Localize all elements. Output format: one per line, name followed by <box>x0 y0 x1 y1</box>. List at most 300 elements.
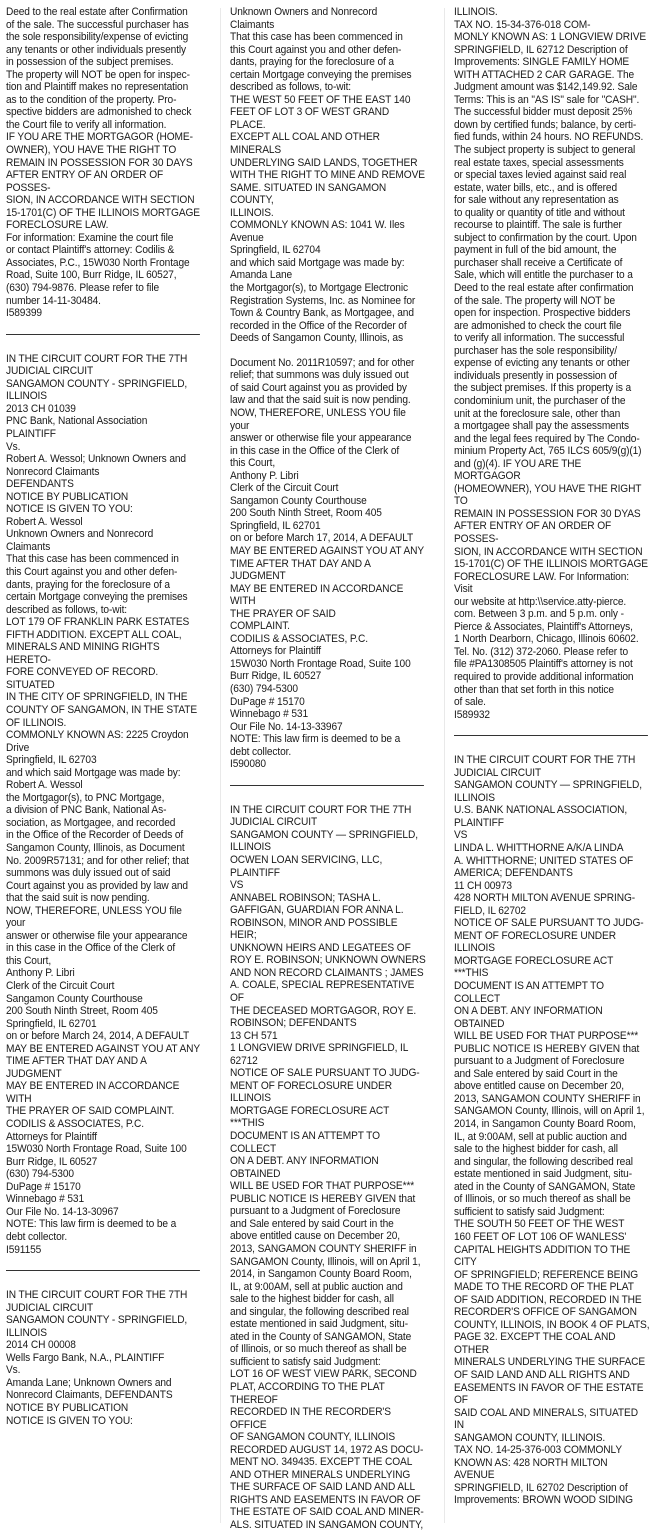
notice-line: A. COALE, SPECIAL REPRESENTATIVE OF <box>230 979 418 1005</box>
notice-line: Unknown Owners and Nonrecord <box>6 528 154 541</box>
notice-line: PNC Bank, National Association <box>6 415 148 428</box>
notice-line: I590080 <box>230 758 266 771</box>
notice-line: in possession of the subject premises. <box>6 56 174 69</box>
notice-line: and singular, the following described real <box>230 1305 409 1318</box>
notice-line: Nonrecord Claimants <box>6 465 100 478</box>
notice-line: TAX NO. 15-34-376-018 COM- <box>454 18 591 31</box>
notice-line: on or before March 24, 2014, A DEFAULT <box>6 1030 190 1043</box>
notice-line: Our File No. 14-13-33967 <box>230 720 343 733</box>
notice-line: IF YOU ARE THE MORTGAGOR (HOME- <box>6 131 193 144</box>
notice-line: A. WHITTHORNE; UNITED STATES OF <box>454 854 634 867</box>
notice-line: THE PRAYER OF SAID <box>230 607 336 620</box>
notice-line: MONLY KNOWN AS: 1 LONGVIEW DRIVE <box>454 31 647 44</box>
notice-line: IL, at 9:00AM, sell at public auction and <box>230 1280 403 1293</box>
notice-line: Town & Country Bank, as Mortgagee, and <box>230 307 414 320</box>
notice-line: Vs. <box>6 1364 21 1377</box>
notice-line: Clerk of the Circuit Court <box>6 980 115 993</box>
notice-line: ON A DEBT. ANY INFORMATION OBTAINED <box>454 1005 606 1030</box>
notice-line: NOTICE BY PUBLICATION <box>6 1401 129 1414</box>
notice-line: open for inspection. Prospective bidders <box>454 307 631 320</box>
notice-line: subject to confirmation by the court. Upon <box>454 231 637 244</box>
notice-line: SPRINGFIELD, IL 62712 Description of <box>454 43 628 56</box>
notice-block <box>6 1289 202 1427</box>
notice-line: ILLINOIS <box>230 841 271 854</box>
notice-line: NOTICE IS GIVEN TO YOU: <box>6 1414 133 1427</box>
notice-line: The property will NOT be open for inspec- <box>6 68 190 81</box>
notice-line: LOT 179 OF FRANKLIN PARK ESTATES <box>6 616 190 629</box>
notice-line: Pierce & Associates, Plaintiff's Attorneys, <box>454 620 633 633</box>
notice-line: TAX NO. 14-25-376-003 COMMONLY <box>454 1444 622 1457</box>
notice-line: on or before March 17, 2014, A DEFAULT <box>230 532 414 545</box>
notice-line: Winnebago # 531 <box>230 708 308 721</box>
notice-line: RECORDER'S OFFICE OF SANGAMON <box>454 1306 637 1319</box>
notice-line: answer or otherwise file your appearance <box>230 432 412 445</box>
notice-line: any tenants or other individuals presently <box>6 43 187 56</box>
notice-line: Sangamon County Courthouse <box>6 992 143 1005</box>
notice-line: Burr Ridge, IL 60527 <box>6 1155 98 1168</box>
notice-line: sufficient to satisfy said Judgment: <box>230 1355 381 1368</box>
notice-line: MENT OF FORECLOSURE UNDER ILLINOIS <box>230 1079 395 1105</box>
column-1 <box>6 6 202 1427</box>
notice-line: Improvements: BROWN WOOD SIDING <box>454 1494 633 1507</box>
notice-line: Tel. No. (312) 372-2060. Please refer to <box>454 645 629 658</box>
notice-line: MAY BE ENTERED IN ACCORDANCE WITH <box>230 582 406 608</box>
notice-line: IN THE CIRCUIT COURT FOR THE 7TH <box>230 803 412 816</box>
notice-line: VS <box>230 879 244 892</box>
notice-line: recourse to plaintiff. The sale is further <box>454 219 622 232</box>
notice-line: MAY BE ENTERED IN ACCORDANCE WITH <box>6 1080 182 1105</box>
notice-line: OF SAID ADDITION, RECORDED IN THE <box>454 1293 642 1306</box>
notice-line: Our File No. 14-13-30967 <box>6 1205 119 1218</box>
notice-line: SAME. SITUATED IN SANGAMON COUNTY, <box>230 181 389 207</box>
notice-line: COMMONLY KNOWN AS: 1041 W. Iles <box>230 219 405 232</box>
notice-line: SANGAMON County, Illinois, will on April 1, <box>230 1255 421 1268</box>
notice-line: 11 CH 00973 <box>454 879 512 892</box>
notice-line: ILLINOIS. <box>230 206 274 219</box>
notice-block <box>454 754 650 1507</box>
notice-line: KNOWN AS: 428 NORTH MILTON AVENUE <box>454 1456 610 1482</box>
notice-line: estate mentioned in said Judgment, situ- <box>454 1168 633 1181</box>
notice-line: 15-1701(C) OF THE ILLINOIS MORTGAGE <box>454 558 648 571</box>
notice-line: IL, at 9:00AM, sell at public auction and <box>454 1130 627 1143</box>
notice-line: and Sale entered by said Court in the <box>454 1067 618 1080</box>
notice-line: DEFENDANTS <box>6 478 74 491</box>
notice-block <box>230 357 426 771</box>
notice-line: COUNTY, ILLINOIS, IN BOOK 4 OF PLATS, <box>454 1318 650 1331</box>
notice-line: VS <box>454 829 468 842</box>
notice-line: estate mentioned in said Judgment, situ- <box>230 1318 409 1331</box>
notice-line: The successful bidder must deposit 25% <box>454 106 633 119</box>
notice-line: SANGAMON COUNTY — SPRINGFIELD, <box>230 828 418 841</box>
notice-line: file #PA1308505 Plaintiff's attorney is not <box>454 658 633 671</box>
notice-line: sufficient to satisfy said Judgment: <box>454 1205 605 1218</box>
notice-line: are admonished to check the court file <box>454 319 622 332</box>
notice-line: Sale, which will entitle the purchaser to a <box>454 269 633 282</box>
notice-block <box>6 353 202 1256</box>
notice-line: Anthony P. Libri <box>230 469 299 482</box>
notice-line: and Sale entered by said Court in the <box>230 1217 394 1230</box>
notice-line: DuPage # 15170 <box>230 695 305 708</box>
notice-line: FORE CONVEYED OF RECORD. SITUATED <box>6 666 161 691</box>
notice-line: described as follows, to-wit: <box>230 81 352 94</box>
notice-line: RECORDED AUGUST 14, 1972 AS DOCU- <box>230 1443 424 1456</box>
notice-line: Sangamon County, Illinois, as Document <box>6 842 185 854</box>
notice-line: MORTGAGE FORECLOSURE ACT ***THIS <box>454 954 616 980</box>
notice-line: 2013 CH 01039 <box>6 402 76 415</box>
notice-line: JUDICIAL CIRCUIT <box>6 365 94 378</box>
notice-line: MINERALS AND MINING RIGHTS HERETO- <box>6 641 163 666</box>
notice-line: to quality or quantity of title and without <box>454 206 625 219</box>
notice-line: PAGE 32. EXCEPT THE COAL AND OTHER <box>454 1331 619 1356</box>
notice-line: real estate taxes, special assessments <box>454 156 624 169</box>
notice-line: ROBINSON, MINOR AND POSSIBLE HEIR; <box>230 916 401 942</box>
notice-line: Avenue <box>230 231 264 244</box>
notice-line: OF ILLINOIS. <box>6 716 67 729</box>
notice-line: Claimants <box>6 540 51 553</box>
notice-line: JUDICIAL CIRCUIT <box>230 816 318 829</box>
notice-line: and (g)(4). IF YOU ARE THE MORTGAGOR <box>454 457 584 483</box>
notice-line: AND OTHER MINERALS UNDERLYING <box>230 1468 411 1481</box>
notice-line: individuals presently in possession of <box>454 369 617 382</box>
notice-line: Deed to the real estate after Confirmation <box>6 6 188 18</box>
notice-line: MENT OF FORECLOSURE UNDER ILLINOIS <box>454 929 619 955</box>
notice-line: Unknown Owners and Nonrecord <box>230 6 378 18</box>
notice-line: Registration Systems, Inc. as Nominee for <box>230 294 416 307</box>
notice-line: the Mortgagor(s), to PNC Mortgage, <box>6 791 165 804</box>
notice-line: NOTE: This law firm is deemed to be a <box>230 733 401 746</box>
notice-line: 2014, in Sangamon County Board Room, <box>230 1268 412 1281</box>
notice-line: SPRINGFIELD, IL 62702 Description of <box>454 1481 628 1494</box>
notice-line: SAID COAL AND MINERALS, SITUATED IN <box>454 1406 641 1432</box>
notice-line: THE ESTATE OF SAID COAL AND MINER- <box>230 1506 424 1519</box>
notice-line: and the legal fees required by The Condo- <box>454 432 640 445</box>
notice-line: 2013, SANGAMON COUNTY SHERIFF in <box>454 1092 641 1105</box>
notice-line: Terms: This is an "AS IS" sale for "CASH". <box>454 93 640 106</box>
notice-line: CODILIS & ASSOCIATES, P.C. <box>6 1118 144 1131</box>
notice-line: NOTICE IS GIVEN TO YOU: <box>6 503 133 516</box>
notice-line: No. 2009R57131; and for other relief; that <box>6 854 189 867</box>
notice-line: NOW, THEREFORE, UNLESS YOU file your <box>6 904 185 930</box>
notice-line: The subject property is subject to general <box>454 144 636 157</box>
notice-line: Springfield, IL 62704 <box>230 244 321 257</box>
column-2 <box>230 6 426 1532</box>
notice-line: Improvements: SINGLE FAMILY HOME <box>454 56 630 69</box>
notice-line: Amanda Lane <box>230 269 293 282</box>
notice-line: COUNTY OF SANGAMON, IN THE STATE <box>6 703 198 716</box>
notice-line: FORECLOSURE LAW. <box>6 219 109 232</box>
notice-line: Springfield, IL 62703 <box>6 754 97 767</box>
notice-line: of the sale. The property will NOT be <box>454 294 615 307</box>
notice-line: UNDERLYING SAID LANDS, TOGETHER <box>230 156 418 169</box>
notice-line: IN THE CITY OF SPRINGFIELD, IN THE <box>6 691 188 704</box>
notice-line: purchaser has the sole responsibility/ <box>454 344 617 357</box>
notice-line: 428 NORTH MILTON AVENUE SPRING- <box>454 892 636 905</box>
notice-line: THE SOUTH 50 FEET OF THE WEST <box>454 1218 625 1231</box>
notice-line: IN THE CIRCUIT COURT FOR THE 7TH <box>6 352 188 365</box>
notice-line: Court against you as provided by law and <box>6 879 188 892</box>
notice-line: SION, IN ACCORDANCE WITH SECTION <box>454 545 643 558</box>
notice-block <box>6 6 202 320</box>
notice-line: GAFFIGAN, GUARDIAN FOR ANNA L. <box>230 904 404 917</box>
notice-line: ILLINOIS <box>6 390 47 403</box>
notice-line: CODILIS & ASSOCIATES, P.C. <box>230 632 368 645</box>
notice-block <box>230 804 426 1532</box>
notice-line: and which said Mortgage was made by: <box>230 256 405 269</box>
notice-line: that the said suit is now pending. <box>6 892 150 905</box>
notice-line: 2014, in Sangamon County Board Room, <box>454 1118 636 1131</box>
notice-line: Robert A. Wessol <box>6 779 83 792</box>
notice-line: 15-1701(C) OF THE ILLINOIS MORTGAGE <box>6 206 200 219</box>
notice-line: ALS. SITUATED IN SANGAMON COUNTY, <box>230 1518 424 1531</box>
notice-line: or contact Plaintiff's attorney: Codilis & <box>6 244 175 257</box>
notice-line: FIELD, IL 62702 <box>454 904 526 917</box>
notice-line: EXCEPT ALL COAL AND OTHER MINERALS <box>230 131 383 157</box>
notice-line: this Court against you and other defen- <box>230 43 402 56</box>
notice-line: minium Property Act, 765 ILCS 605/9(g)(1) <box>454 445 642 458</box>
notice-line: RIGHTS AND EASEMENTS IN FAVOR OF <box>230 1493 421 1506</box>
notice-line: summons was duly issued out of said <box>6 867 171 880</box>
notice-line: That this case has been commenced in <box>230 31 403 44</box>
notice-line: our website at http:\\service.atty-pierce. <box>454 595 627 608</box>
notice-separator <box>454 735 648 736</box>
notice-line: REMAIN IN POSSESSION FOR 30 DAYS <box>6 156 193 169</box>
notice-line: expense of evicting any tenants or other <box>454 357 630 370</box>
notice-line: THE WEST 50 FEET OF THE EAST 140 <box>230 93 411 106</box>
notice-line: Anthony P. Libri <box>6 967 75 980</box>
notice-line: the Mortgagor(s), to Mortgage Electronic <box>230 282 408 295</box>
notice-line: I589399 <box>6 307 42 320</box>
notice-line: Robert A. Wessol <box>6 515 83 528</box>
notice-line: (HOMEOWNER), YOU HAVE THE RIGHT TO <box>454 482 644 508</box>
notice-line: IN THE CIRCUIT COURT FOR THE 7TH <box>454 754 636 767</box>
notice-line: WITH ATTACHED 2 CAR GARAGE. The <box>454 68 635 81</box>
notice-line: RECORDED IN THE RECORDER'S OFFICE <box>230 1406 394 1431</box>
notice-line: and which said Mortgage was made by: <box>6 766 181 779</box>
notice-line: OF SANGAMON COUNTY, ILLINOIS <box>230 1431 395 1444</box>
notice-line: FORECLOSURE LAW. For Information: Visit <box>454 570 632 596</box>
notice-line: THE SURFACE OF SAID LAND AND ALL <box>230 1481 416 1494</box>
notice-line: 1 LONGVIEW DRIVE SPRINGFIELD, IL <box>230 1042 409 1055</box>
notice-line: pursuant to a Judgment of Foreclosure <box>454 1055 625 1068</box>
notice-line: Document No. 2011R10597; and for other <box>230 356 415 369</box>
notice-line: COMMONLY KNOWN AS: 2225 Croydon <box>6 729 189 742</box>
notice-line: or special taxes levied against said real <box>454 169 627 182</box>
notice-line: NOTE: This law firm is deemed to be a <box>6 1218 177 1231</box>
notice-line: MAY BE ENTERED AGAINST YOU AT ANY <box>230 544 425 557</box>
notice-line: I589932 <box>454 708 490 721</box>
notice-line: certain Mortgage conveying the premises <box>230 68 412 81</box>
notice-line: JUDICIAL CIRCUIT <box>6 1301 94 1314</box>
notice-line: AMERICA; DEFENDANTS <box>454 867 573 880</box>
notice-line: Deeds of Sangamon County, Illinois, as <box>230 332 403 345</box>
notice-line: estate, water bills, etc., and is offered <box>454 181 617 194</box>
notice-line: the sole responsibility/expense of evicting <box>6 31 189 44</box>
notice-line: of Illinois, or so much thereof as shall be <box>230 1343 407 1356</box>
notice-line: That this case has been commenced in <box>6 553 179 566</box>
notice-line: 15W030 North Frontage Road, Suite 100 <box>230 657 411 670</box>
notice-line: TIME AFTER THAT DAY AND A JUDGMENT <box>6 1055 150 1080</box>
notice-line: payment in full of the bid amount, the <box>454 244 617 257</box>
notice-line: WILL BE USED FOR THAT PURPOSE*** <box>230 1180 415 1193</box>
column-divider <box>444 8 445 1523</box>
notice-line: UNKNOWN HEIRS AND LEGATEES OF <box>230 941 411 954</box>
notice-line: recorded in the Office of the Recorder of <box>230 319 407 332</box>
notice-line: MAY BE ENTERED AGAINST YOU AT ANY <box>6 1042 201 1055</box>
notice-line: ROBINSON; DEFENDANTS <box>230 1017 357 1030</box>
notice-line: LOT 16 OF WEST VIEW PARK, SECOND <box>230 1368 417 1381</box>
notice-line: I591155 <box>6 1243 42 1256</box>
notice-line: required to provide additional information <box>454 670 634 683</box>
column-divider <box>220 8 221 1523</box>
notice-line: this Court, <box>230 457 276 470</box>
notice-line: (630) 794-9876. Please refer to file <box>6 282 160 295</box>
notice-line: a mortgagee shall pay the assessments <box>454 420 629 433</box>
notice-line: 15W030 North Frontage Road, Suite 100 <box>6 1143 187 1156</box>
notice-line: this Court against you and other defen- <box>6 565 178 578</box>
notice-line: above entitled cause on December 20, <box>454 1080 624 1093</box>
notice-line: Winnebago # 531 <box>6 1193 84 1206</box>
notice-line: sociation, as Mortgagee, and recorded <box>6 816 176 829</box>
notice-line: debt collector. <box>6 1230 68 1243</box>
notice-line: law and that the said suit is now pending. <box>230 394 411 407</box>
notice-line: sale to the highest bidder for cash, all <box>230 1293 394 1306</box>
notice-line: For information: Examine the court file <box>6 231 174 244</box>
notice-line: Claimants <box>230 18 275 31</box>
notice-line: of the sale. The successful purchaser has <box>6 18 189 31</box>
notice-line: REMAIN IN POSSESSION FOR 30 DYAS <box>454 507 641 520</box>
notice-line: SANGAMON COUNTY — SPRINGFIELD, <box>454 779 642 792</box>
notice-line: 200 South Ninth Street, Room 405 <box>230 507 382 520</box>
notice-line: dants, praying for the foreclosure of a <box>6 578 170 591</box>
notice-line: Attorneys for Plaintiff <box>230 645 322 658</box>
notice-line: NOW, THEREFORE, UNLESS YOU file your <box>230 406 409 432</box>
notice-line: 62712 <box>230 1054 258 1067</box>
notice-line: ILLINOIS <box>454 791 495 804</box>
notice-line: and singular, the following described real <box>454 1155 633 1168</box>
notice-separator <box>230 785 424 786</box>
notice-line: DOCUMENT IS AN ATTEMPT TO COLLECT <box>230 1130 383 1155</box>
notice-line: of sale. <box>454 696 486 709</box>
notice-line: of Illinois, or so much thereof as shall be <box>454 1193 631 1206</box>
notice-line: pursuant to a Judgment of Foreclosure <box>230 1205 401 1218</box>
notice-line: of said Court against you as provided by <box>230 381 407 394</box>
notice-line: SANGAMON COUNTY - SPRINGFIELD, <box>6 1314 188 1327</box>
notice-line: AND NON RECORD CLAIMANTS ; JAMES <box>230 966 424 979</box>
notice-line: relief; that summons was duly issued out <box>230 369 409 382</box>
notice-line: ated in the County of SANGAMON, State <box>230 1330 412 1343</box>
notice-line: NOTICE OF SALE PURSUANT TO JUDG- <box>230 1067 420 1080</box>
notice-line: PLAINTIFF <box>454 816 504 829</box>
notice-line: PLAT, ACCORDING TO THE PLAT THEREOF <box>230 1380 388 1406</box>
notice-line: FEET OF LOT 3 OF WEST GRAND PLACE. <box>230 106 392 131</box>
notice-line: certain Mortgage conveying the premises <box>6 591 188 604</box>
notice-line: ON A DEBT. ANY INFORMATION OBTAINED <box>230 1155 382 1180</box>
notice-line: MINERALS UNDERLYING THE SURFACE <box>454 1356 646 1369</box>
notice-line: OCWEN LOAN SERVICING, LLC, PLAINTIFF <box>230 854 385 879</box>
notice-line: Sangamon County Courthouse <box>230 494 367 507</box>
notice-block <box>454 6 650 721</box>
notice-line: Nonrecord Claimants, DEFENDANTS <box>6 1389 173 1402</box>
notice-line: Deed to the real estate after confirmation <box>454 282 634 295</box>
notice-separator <box>6 334 200 335</box>
notice-line: THE DECEASED MORTGAGOR, ROY E. <box>230 1004 417 1017</box>
notice-line: JUDICIAL CIRCUIT <box>454 766 542 779</box>
notice-line: Drive <box>6 741 30 754</box>
notice-line: PUBLIC NOTICE IS HEREBY GIVEN that <box>454 1042 640 1055</box>
notice-line: sale to the highest bidder for cash, all <box>454 1143 618 1156</box>
notice-line: U.S. BANK NATIONAL ASSOCIATION, <box>454 804 628 817</box>
notice-line: down by certified funds; balance, by certi- <box>454 118 637 131</box>
notice-line: ANNABEL ROBINSON; TASHA L. <box>230 891 381 904</box>
notice-line: 2013, SANGAMON COUNTY SHERIFF in <box>230 1242 417 1255</box>
notice-line: ated in the County of SANGAMON, State <box>454 1180 636 1193</box>
notice-line: this Court, <box>6 954 52 967</box>
notice-line: SANGAMON COUNTY, ILLINOIS. <box>454 1431 606 1444</box>
notice-line: (630) 794-5300 <box>6 1168 74 1181</box>
notice-line: CAPITAL HEIGHTS ADDITION TO THE CITY <box>454 1243 633 1269</box>
notice-line: purchaser shall receive a Certificate of <box>454 256 623 269</box>
notice-line: NOTICE OF SALE PURSUANT TO JUDG- <box>454 917 644 930</box>
notice-line: ILLINOIS. <box>454 6 498 18</box>
notice-line: MENT NO. 349435. EXCEPT THE COAL <box>230 1456 413 1469</box>
paragraph-gap <box>230 345 426 357</box>
notice-line: for sale without any representation as <box>454 194 619 207</box>
notice-separator <box>6 1270 200 1271</box>
notice-line: MORTGAGE FORECLOSURE ACT ***THIS <box>230 1104 392 1130</box>
notice-line: PLAINTIFF <box>6 427 56 440</box>
notice-line: above entitled cause on December 20, <box>230 1230 400 1243</box>
notice-line: tion and Plaintiff makes no representation <box>6 81 189 94</box>
notice-line: fied funds, within 24 hours. NO REFUNDS. <box>454 131 644 144</box>
notice-line: debt collector. <box>230 745 292 758</box>
notice-line: Associates, P.C., 15W030 North Frontage <box>6 256 190 269</box>
notice-line: Attorneys for Plaintiff <box>6 1130 98 1143</box>
notice-line: Road, Suite 100, Burr Ridge, IL 60527, <box>6 269 177 282</box>
notice-line: SION, IN ACCORDANCE WITH SECTION <box>6 194 195 207</box>
notice-line: WILL BE USED FOR THAT PURPOSE*** <box>454 1030 639 1043</box>
notice-line: com. Between 3 p.m. and 5 p.m. only - <box>454 608 624 621</box>
notice-line: a division of PNC Bank, National As- <box>6 804 167 817</box>
notice-line: OWNER), YOU HAVE THE RIGHT TO <box>6 144 177 157</box>
notice-line: other than that set forth in this notice <box>454 683 614 696</box>
column-3 <box>454 6 650 1507</box>
notice-line: in this case in the Office of the Clerk of <box>230 444 400 457</box>
notice-line: 200 South Ninth Street, Room 405 <box>6 1005 158 1018</box>
notice-line: Judgment amount was $142,149.92. Sale <box>454 81 638 94</box>
notice-line: the Court file to verify all information. <box>6 118 167 131</box>
notice-line: as to the condition of the property. Pro- <box>6 93 177 106</box>
notice-line: AFTER ENTRY OF AN ORDER OF POSSES- <box>454 520 614 545</box>
notice-line: in the Office of the Recorder of Deeds of <box>6 829 184 842</box>
notice-line: ROY E. ROBINSON; UNKNOWN OWNERS <box>230 954 426 967</box>
notice-line: described as follows, to-wit: <box>6 603 128 616</box>
notice-line: in this case in the Office of the Clerk of <box>6 942 176 955</box>
notice-line: 2014 CH 00008 <box>6 1339 76 1352</box>
notice-line: to verify all information. The successful <box>454 332 625 345</box>
notice-line: Springfield, IL 62701 <box>230 519 321 532</box>
notice-line: COMPLAINT. <box>230 620 290 633</box>
notice-line: unit at the foreclosure sale, other than <box>454 407 621 420</box>
notice-block <box>230 6 426 345</box>
notice-line: spective bidders are admonished to check <box>6 106 192 119</box>
notice-line: NOTICE BY PUBLICATION <box>6 490 129 503</box>
notice-line: AFTER ENTRY OF AN ORDER OF POSSES- <box>6 169 166 194</box>
notice-line: 13 CH 571 <box>230 1029 278 1042</box>
notice-line: SANGAMON County, Illinois, will on April 1, <box>454 1105 645 1118</box>
notice-line: THE PRAYER OF SAID COMPLAINT. <box>6 1105 175 1118</box>
notice-line: 1 North Dearborn, Chicago, Illinois 60602. <box>454 633 639 646</box>
notice-line: answer or otherwise file your appearance <box>6 929 188 942</box>
